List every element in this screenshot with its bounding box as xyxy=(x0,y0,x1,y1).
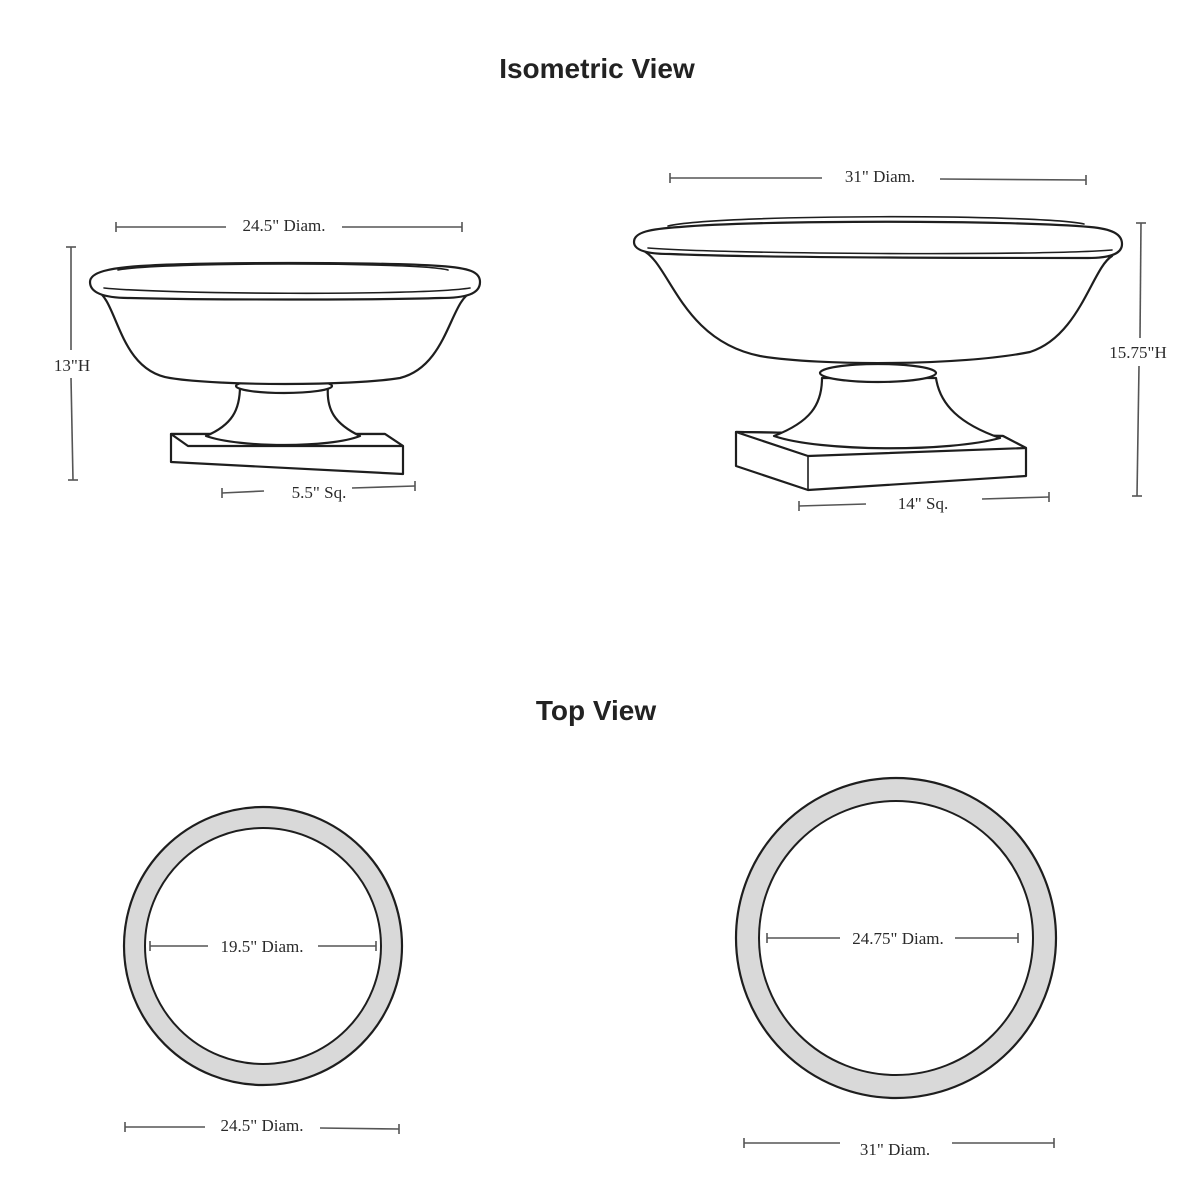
large-base-dimension xyxy=(799,492,1049,513)
small-height-dimension xyxy=(54,247,90,480)
small-planter-isometric xyxy=(90,263,480,474)
large-base-label: 14" Sq. xyxy=(897,494,949,513)
large-planter-isometric xyxy=(634,217,1122,490)
large-height-dimension xyxy=(1109,223,1166,496)
top-view-heading: Top View xyxy=(535,695,657,726)
small-height-label: 13"H xyxy=(53,356,91,375)
small-base-label: 5.5" Sq. xyxy=(291,483,347,502)
isometric-view-heading: Isometric View xyxy=(499,53,695,84)
small-base-dimension xyxy=(222,481,415,502)
large-top-inner-label: 24.75" Diam. xyxy=(852,929,944,948)
small-iso-diameter-dimension xyxy=(116,216,462,235)
small-top-inner-label: 19.5" Diam. xyxy=(220,937,304,956)
large-iso-diameter-dimension xyxy=(670,167,1086,186)
large-iso-diameter-label: 31" Diam. xyxy=(844,167,916,186)
small-top-outer-dimension xyxy=(125,1116,399,1135)
large-height-label: 15.75"H xyxy=(1109,343,1167,362)
small-iso-diameter-label: 24.5" Diam. xyxy=(242,216,326,235)
large-top-outer-dimension xyxy=(744,1138,1054,1159)
small-top-outer-label: 24.5" Diam. xyxy=(220,1116,304,1135)
small-planter-top-view xyxy=(124,807,402,1085)
large-planter-top-view xyxy=(736,778,1056,1098)
large-top-outer-label: 31" Diam. xyxy=(859,1140,931,1159)
